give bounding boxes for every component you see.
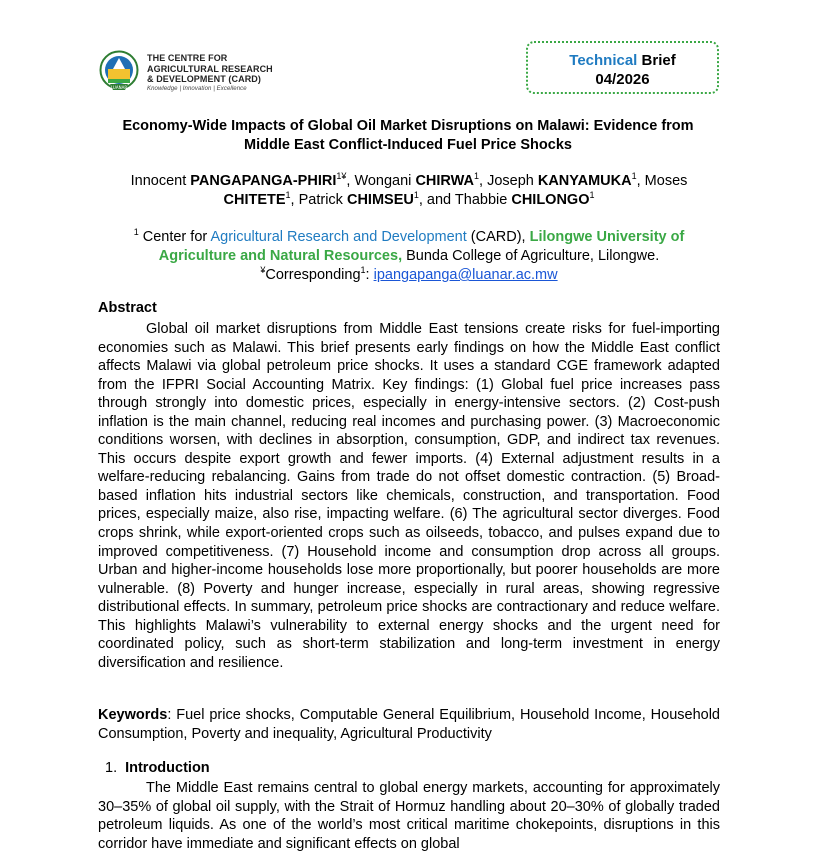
- org-line-2: AGRICULTURAL RESEARCH: [147, 63, 273, 74]
- introduction-heading: 1. Introduction: [105, 760, 210, 776]
- brief-number: 04/2026: [595, 71, 650, 88]
- author-6: Thabbie CHILONGO$^1$: [454, 190, 595, 208]
- university-name: Lilongwe University of Agriculture and Natural Resources,: [158, 229, 685, 264]
- org-tagline: Knowledge | Innovation | Excellence: [147, 85, 247, 92]
- keywords-text: : Fuel price shocks, Computable General Equilibrium, Household Income, Household Consumption, Poverty and inequality, Agricultural Productivity: [98, 707, 720, 742]
- brief-word-technical: Technical: [569, 52, 638, 69]
- author-4: Moses CHITETE$^1$: [223, 173, 688, 208]
- author-1: Innocent PANGAPANGA-$PHIRI^{1¥}$: [130, 171, 347, 189]
- org-line-3: & DEVELOPMENT (CARD): [147, 74, 261, 84]
- technical-brief-box: [526, 41, 719, 94]
- author-list: Innocent PANGAPANGA-$PHIRI^{1¥}$, Wongani CHIRWA$^1$, Joseph KANYAMUKA$^1$, Moses CHITETE$^1$, Patrick CHIMSEU$^1$, and Thabbie CHILONGO$^1$: [130, 171, 688, 208]
- brief-word-brief: Brief: [641, 52, 676, 69]
- corresponding-author: ¥Corresponding$^1$: ipangapanga@luanar.ac.mw: [260, 265, 558, 283]
- centre-name: Agricultural Research and Development: [210, 229, 467, 245]
- svg-text:LUANAR: LUANAR: [110, 85, 128, 90]
- abstract-text: Global oil market disruptions from Middle East tensions create risks for fuel-importing economies such as Malawi. This brief presents early findings on how the Middle East conflict affects Malawi via global petroleum price shocks. It uses a standard CGE framework adapted from the IFPRI Social Accounting Matrix. Key findings: (1) Global fuel price increases pass through strongly into domestic prices, especially in energy-intensive sectors. (2) Cost-push inflation is the main channel, reducing real incomes and purchasing power. (3) Macroeconomic conditions worsen, with declines in absorption, consumption, GDP, and indirect tax revenues. This occurs despite export growth and fewer imports. (4) External adjustment results in a welfare-reducing rebalancing. Gains from trade do not offset domestic contraction. (5) Broad-based inflation hits industrial sectors like chemicals, construction, and transportation. Food prices, especially maize, also rise, impacting welfare. (6) The agricultural sector diverges. Food crops shrink, while export-oriented crops such as oilseeds, tobacco, and pulses expand due to improved competitiveness. (7) Household income and consumption drop across all groups. Urban and higher-income households lose more proportionally, but poorer households are more vulnerable. (8) Poverty and hunger increase, especially in rural areas, showing regressive distributional effects. In summary, petroleum price shocks are contractionary and reduce welfare. This highlights Malawi’s vulnerability to external energy shocks and the urgent need for coordinated policy, such as short-term stabilization and long-term investment in energy diversification and resilience.: [98, 321, 720, 671]
- introduction-text: The Middle East remains central to global energy markets, accounting for approximately 30–35% of global oil supply, with the Strait of Hormuz handling about 20–30% of globally traded petroleum liquids. As one of the world’s most critical maritime chokepoints, disruptions in this corridor have immediate and significant effects on global: [98, 780, 720, 852]
- author-5: Patrick CHIMSEU$^1$: [298, 190, 419, 208]
- authors-and: and: [426, 192, 452, 208]
- email-link[interactable]: ipangapanga@luanar.ac.mw: [373, 267, 558, 283]
- author-3: Joseph KANYAMUKA$^1$: [487, 171, 637, 189]
- org-line-1: THE CENTRE FOR: [147, 53, 228, 63]
- keywords-label: Keywords: [98, 707, 168, 723]
- abstract-heading: Abstract: [98, 300, 157, 316]
- author-2: Wongani CHIRWA$^1$: [354, 171, 479, 189]
- paper-title: Economy-Wide Impacts of Global Oil Market Disruptions on Malawi: Evidence from Middle East Conflict-Induced Fuel Price Shocks: [122, 118, 694, 153]
- keywords: [98, 706, 720, 744]
- affiliation: $^1$ Center for Agricultural Research and Development (CARD), Lilongwe University of Agriculture and Natural Resources, Bunda College of Agriculture, Lilongwe. ¥Corresponding$^1$: ipangapanga@luanar.ac.mw: [98, 228, 720, 285]
- organization-name: [147, 53, 273, 94]
- card-logo: [99, 50, 139, 94]
